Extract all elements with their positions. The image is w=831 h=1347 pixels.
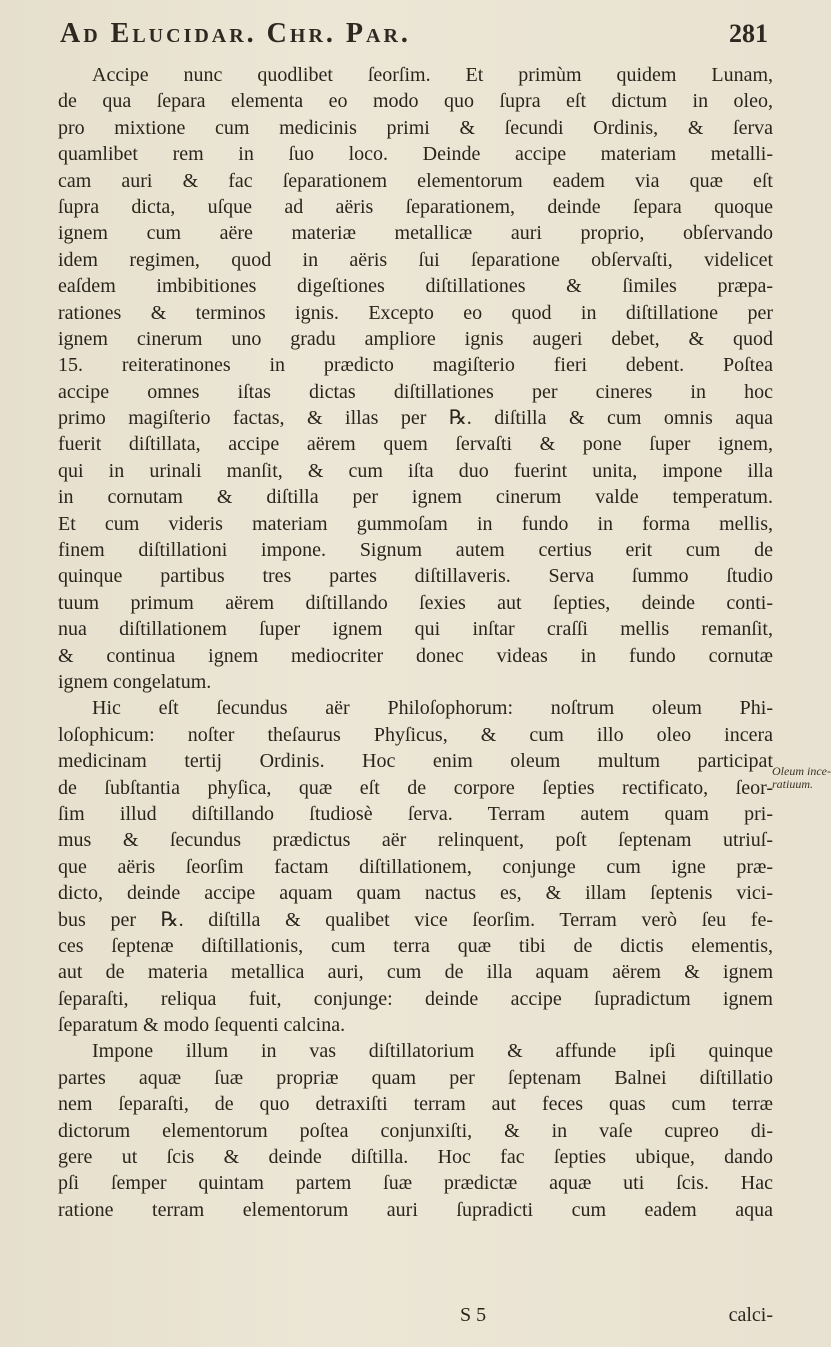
margin-note [772,764,831,791]
text-line: idem regimen, quod in aëris ſui ſeparatione obſervaſti, videlicet [58,248,773,271]
text-line: eaſdem imbibitiones digeſtiones diſtillationes & ſimiles præpa- [58,275,773,298]
text-line: bus per ℞. diſtilla & qualibet vice ſeorſim. Terram verò ſeu fe- [58,908,773,931]
page-header [60,18,768,64]
text-line: finem diſtillationi impone. Signum autem certius erit cum de [58,539,773,562]
text-line: gere ut ſcis & deinde diſtilla. Hoc fac ſepties ubique, dando [58,1146,773,1169]
text-line: accipe omnes iſtas dictas diſtillationes per cineres in hoc [58,380,773,403]
text-line: dictorum elementorum poſtea conjunxiſti, & in vaſe cupreo di- [58,1119,773,1142]
text-line: ratione terram elementorum auri ſupradicti cum eadem aqua [58,1198,773,1221]
catchword: calci- [728,1304,773,1326]
text-line: ſeparatum & modo ſequenti calcina. [58,1014,346,1037]
text-line: de qua ſepara elementa eo modo quo ſupra eſt dictum in oleo, [58,90,773,113]
text-line: primo magiſterio factas, & illas per ℞. diſtilla & cum omnis aqua [58,407,773,430]
text-line: medicinam tertij Ordinis. Hoc enim oleum multum participat [58,750,773,773]
body-text [58,62,773,1223]
text-line: nem ſeparaſti, de quo detraxiſti terram aut feces quas cum terræ [58,1093,773,1116]
text-line: pſi ſemper quintam partem ſuæ prædictæ aquæ uti ſcis. Hac [58,1172,773,1195]
running-head: Ad Elucidar. Chr. Par. [60,18,411,49]
text-line: in cornutam & diſtilla per ignem cinerum valde temperatum. [58,486,773,509]
text-line: ignem congelatum. [58,670,212,693]
text-line: loſophicum: noſter theſaurus Phyſicus, & cum illo oleo incera [58,723,773,746]
margin-note-line: ratiuum. [772,777,814,791]
text-line: rationes & terminos ignis. Excepto eo quod in diſtillatione per [58,301,773,324]
margin-note-line: Oleum ince- [772,764,831,778]
text-line: partes aquæ ſuæ propriæ quam per ſeptenam Balnei diſtillatio [58,1066,773,1089]
text-line: quamlibet rem in ſuo loco. Deinde accipe materiam metalli- [58,143,773,166]
text-line: Et cum videris materiam gummoſam in fundo in forma mellis, [58,512,773,535]
text-line: Impone illum in vas diſtillatorium & affunde ipſi quinque [92,1040,773,1063]
text-line: 15. reiteratinones in prædicto magiſterio fieri debent. Poſtea [58,354,773,377]
text-line: de ſubſtantia phyſica, quæ eſt de corpore ſepties rectificato, ſeor- [58,776,773,799]
page-number: 281 [729,19,768,48]
text-line: Accipe nunc quodlibet ſeorſim. Et primùm quidem Lunam, [92,64,773,86]
text-line: ſeparaſti, reliqua fuit, conjunge: deinde accipe ſupradictum ignem [58,987,773,1010]
text-line: cam auri & fac ſeparationem elementorum eadem via quæ eſt [58,169,773,192]
text-line: ignem cum aëre materiæ metallicæ auri proprio, obſervando [58,222,773,245]
text-line: qui in urinali manſit, & cum iſta duo fuerint unita, impone illa [58,459,773,482]
signature-mark: S 5 [460,1304,487,1326]
text-line: fuerit diſtillata, accipe aërem quem ſervaſti & pone ſuper ignem, [58,433,773,456]
text-line: ces ſeptenæ diſtillationis, cum terra quæ tibi de dictis elementis, [58,934,773,957]
text-line: dicto, deinde accipe aquam quam nactus es, & illam ſeptenis vici- [58,882,773,905]
text-line: nua diſtillationem ſuper ignem qui inſtar craſſi mellis remanſit, [58,618,773,641]
page-footer [58,1304,773,1332]
text-line: mus & ſecundus prædictus aër relinquent, poſt ſeptenam utriuſ- [58,829,773,852]
text-line: tuum primum aërem diſtillando ſexies aut ſepties, deinde conti- [58,591,773,614]
text-line: aut de materia metallica auri, cum de illa aquam aërem & ignem [58,961,773,984]
text-line: que aëris ſeorſim factam diſtillationem, conjunge cum igne præ- [58,855,773,878]
text-line: pro mixtione cum medicinis primi & ſecundi Ordinis, & ſerva [58,116,773,139]
text-line: & continua ignem mediocriter donec videas in fundo cornutæ [58,644,773,667]
text-line: ſim illud diſtillando ſtudiosè ſerva. Terram autem quam pri- [58,802,773,825]
text-line: quinque partibus tres partes diſtillaveris. Serva ſummo ſtudio [58,565,773,588]
text-line: Hic eſt ſecundus aër Philoſophorum: noſtrum oleum Phi- [92,697,773,720]
text-line: ſupra dicta, uſque ad aëris ſeparationem, deinde ſepara quoque [58,195,773,218]
text-line: ignem cinerum uno gradu ampliore ignis augeri debet, & quod [58,327,773,350]
